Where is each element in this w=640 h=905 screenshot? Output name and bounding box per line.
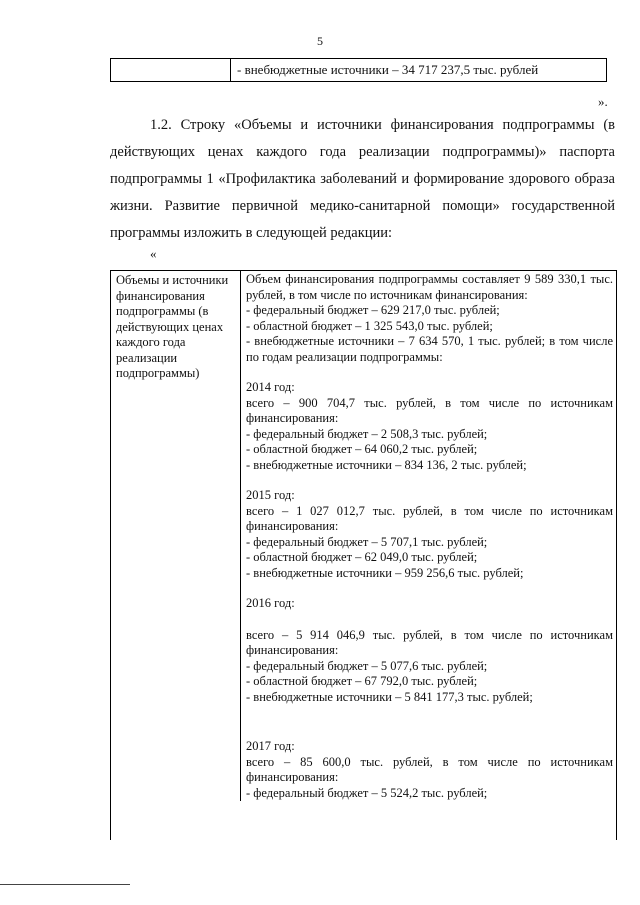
opening-quote: « bbox=[150, 246, 157, 261]
continued-table bbox=[110, 58, 607, 82]
year-2016-total: всего – 5 914 046,9 тыс. рублей, в том числе по источникам финансирования: bbox=[246, 627, 613, 657]
financing-table bbox=[110, 270, 617, 801]
year-2014-regional: - областной бюджет – 64 060,2 тыс. рублей; bbox=[246, 442, 478, 456]
summary-intro: Объем финансирования подпрограммы составляет 9 589 330,1 тыс. рублей, в том числе по источникам финансирования: bbox=[246, 272, 613, 302]
year-2014-extra: - внебюджетные источники – 834 136, 2 тыс. рублей; bbox=[246, 457, 527, 472]
continued-table-label-cell bbox=[111, 59, 231, 82]
year-2016-heading: 2016 год: bbox=[246, 596, 295, 610]
year-2017-total: всего – 85 600,0 тыс. рублей, в том числе по источникам финансирования: bbox=[246, 754, 613, 784]
continued-table-text: - внебюджетные источники – 34 717 237,5 тыс. рублей bbox=[231, 59, 607, 82]
year-2015-total: всего – 1 027 012,7 тыс. рублей, в том числе по источникам финансирования: bbox=[246, 503, 613, 533]
year-2016-regional: - областной бюджет – 67 792,0 тыс. рублей; bbox=[246, 674, 478, 688]
year-2015-regional: - областной бюджет – 62 049,0 тыс. рублей; bbox=[246, 550, 478, 564]
year-2015-extra: - внебюджетные источники – 959 256,6 тыс. рублей; bbox=[246, 565, 524, 580]
year-2014-federal: - федеральный бюджет – 2 508,3 тыс. рублей; bbox=[246, 426, 488, 441]
year-2015-federal: - федеральный бюджет – 5 707,1 тыс. рублей; bbox=[246, 534, 488, 549]
year-2017-federal: - федеральный бюджет – 5 524,2 тыс. рублей; bbox=[246, 785, 488, 800]
summary-federal: - федеральный бюджет – 629 217,0 тыс. рублей; bbox=[246, 303, 500, 317]
financing-content-cell bbox=[241, 270, 618, 801]
year-2017-heading: 2017 год: bbox=[246, 739, 295, 753]
amendment-paragraph: 1.2. Строку «Объемы и источники финансирования подпрограммы (в действующих ценах каждого года реализации подпрограммы)» паспорта подпрограммы 1 «Профилактика заболеваний и формирование здорового образа жизни. Развитие первичной медико-санитарной помощи» государственной программы изложить в следующей редакции: bbox=[110, 117, 615, 241]
financing-label-cell: Объемы и источники финансирования подпрограммы (в действующих ценах каждого года реализации подпрограммы) bbox=[110, 270, 241, 801]
footer-rule bbox=[0, 884, 130, 885]
year-2014-total: всего – 900 704,7 тыс. рублей, в том числе по источникам финансирования: bbox=[246, 395, 613, 425]
year-2016-federal: - федеральный бюджет – 5 077,6 тыс. рублей; bbox=[246, 658, 488, 673]
year-2016-extra: - внебюджетные источники – 5 841 177,3 тыс. рублей; bbox=[246, 689, 533, 704]
page-number: 5 bbox=[317, 34, 323, 48]
closing-quote: ». bbox=[598, 94, 608, 109]
summary-regional: - областной бюджет – 1 325 543,0 тыс. рублей; bbox=[246, 318, 493, 333]
year-2014-heading: 2014 год: bbox=[246, 380, 295, 394]
year-2015-heading: 2015 год: bbox=[246, 488, 295, 502]
summary-extra: - внебюджетные источники – 7 634 570, 1 тыс. рублей; в том числе по годам реализации подпрограммы: bbox=[246, 334, 613, 364]
